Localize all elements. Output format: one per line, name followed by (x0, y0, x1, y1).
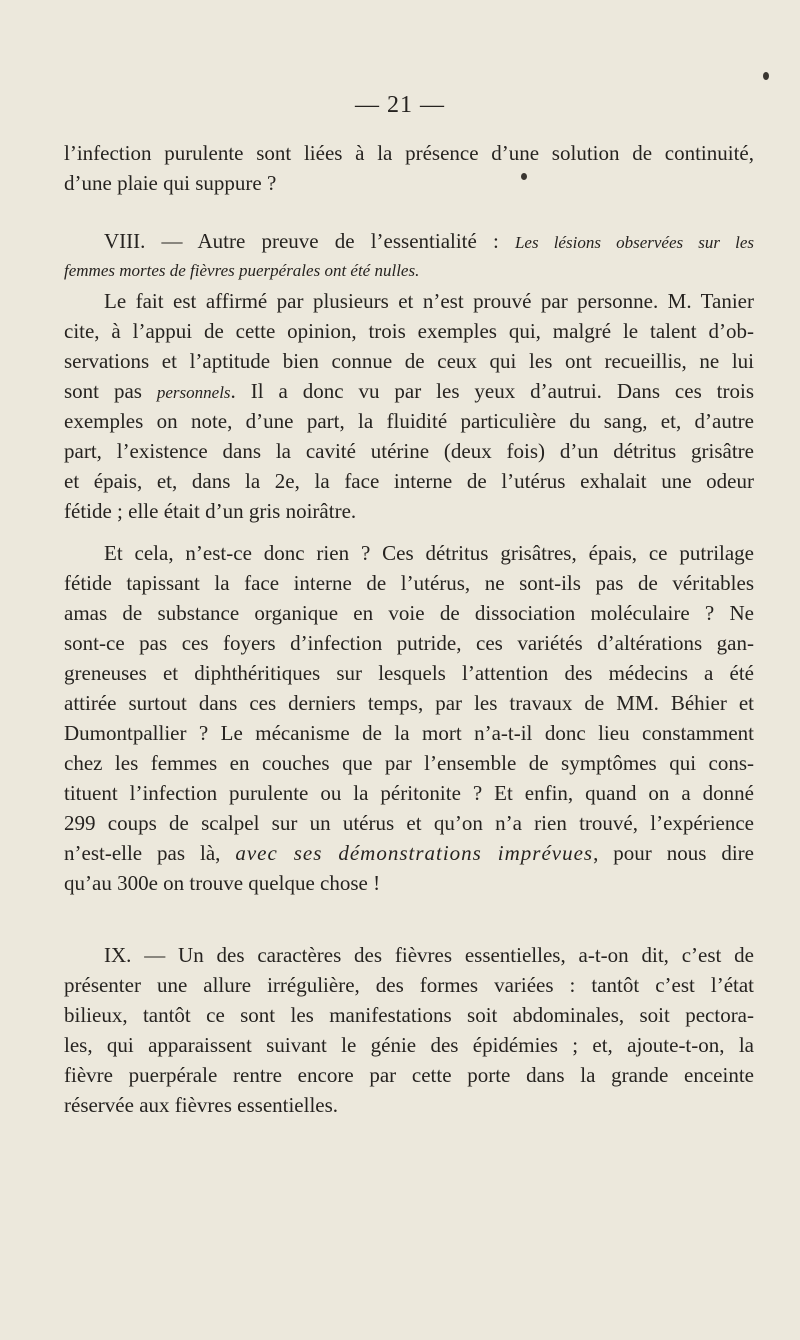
text-run: n’est-elle pas là, (64, 841, 236, 865)
text-run: , pour nous dire (593, 841, 754, 865)
text-line: part, l’existence dans la cavité utérine (deux fois) d’un détritus grisâtre (64, 439, 754, 463)
heading-text: VIII. — Autre preuve de l’essentialité : (104, 229, 515, 253)
text-line: fétide ; elle était d’un gris noirâtre. (64, 499, 357, 523)
text-line: amas de substance organique en voie de dissociation moléculaire ? Ne (64, 601, 754, 625)
ink-speck (763, 72, 769, 80)
text-line: tituent l’infection purulente ou la péritonite ? Et enfin, quand on a donné (64, 781, 754, 805)
text-line: présenter une allure irrégulière, des formes variées : tantôt c’est l’état (64, 973, 754, 997)
text-line: fièvre puerpérale rentre encore par cette porte dans la grande enceinte (64, 1063, 754, 1087)
text-line: Le fait est affirmé par plusieurs et n’est prouvé par personne. M. Tanier (104, 289, 754, 313)
text-line: les, qui apparaissent suivant le génie des épidémies ; et, ajoute-t-on, la (64, 1033, 754, 1057)
text-run: sont pas (64, 379, 157, 403)
italic-run: avec ses démonstrations imprévues (235, 841, 594, 865)
text-line: qu’au 300e on trouve quelque chose ! (64, 871, 381, 895)
text-line: greneuses et diphthéritiques sur lesquels l’attention des médecins a été (64, 661, 754, 685)
text-line: Et cela, n’est-ce donc rien ? Ces détritus grisâtres, épais, ce putrilage (104, 541, 754, 565)
text-line: exemples on note, d’une part, la fluidité particulière du sang, et, d’autre (64, 409, 754, 433)
text-line: cite, à l’appui de cette opinion, trois exemples qui, malgré le talent d’ob- (64, 319, 754, 343)
section-heading-viii (64, 226, 754, 256)
text-line: servations et l’aptitude bien connue de ceux qui les ont recueillis, ne lui (64, 349, 754, 373)
italic-run: personnels (156, 383, 231, 402)
section-heading-ix: IX. — Un des caractères des fièvres essentielles, a-t-on dit, c’est de (104, 943, 754, 967)
text-line: et épais, et, dans la 2e, la face interne de l’utérus exhalait une odeur (64, 469, 754, 493)
text-line: d’une plaie qui suppure ? (64, 171, 277, 195)
text-line: attirée surtout dans ces derniers temps, par les travaux de MM. Béhier et (64, 691, 754, 715)
text-line: l’infection purulente sont liées à la présence d’une solution de continuité, (64, 141, 754, 165)
text-line: sont-ce pas ces foyers d’infection putride, ces variétés d’altérations gan- (64, 631, 754, 655)
text-line: réservée aux fièvres essentielles. (64, 1093, 339, 1117)
text-line (64, 376, 754, 406)
heading-italic: Les lésions observées sur les (514, 233, 754, 252)
text-line: chez les femmes en couches que par l’ensemble de symptômes qui cons- (64, 751, 754, 775)
body-text (64, 138, 754, 1120)
text-line: Dumontpallier ? Le mécanisme de la mort n’a-t-il donc lieu constamment (64, 721, 754, 745)
page-number: — 21 — (355, 92, 445, 118)
text-line: bilieux, tantôt ce sont les manifestations soit abdominales, soit pectora- (64, 1003, 754, 1027)
text-line (64, 838, 754, 868)
text-line: 299 coups de scalpel sur un utérus et qu’on n’a rien trouvé, l’expérience (64, 811, 754, 835)
text-run: . Il a donc vu par les yeux d’autrui. Dans ces trois (230, 379, 755, 403)
text-line: fétide tapissant la face interne de l’utérus, ne sont-ils pas de véritables (64, 571, 754, 595)
text-line: femmes mortes de fièvres puerpérales ont été nulles. (64, 261, 420, 280)
